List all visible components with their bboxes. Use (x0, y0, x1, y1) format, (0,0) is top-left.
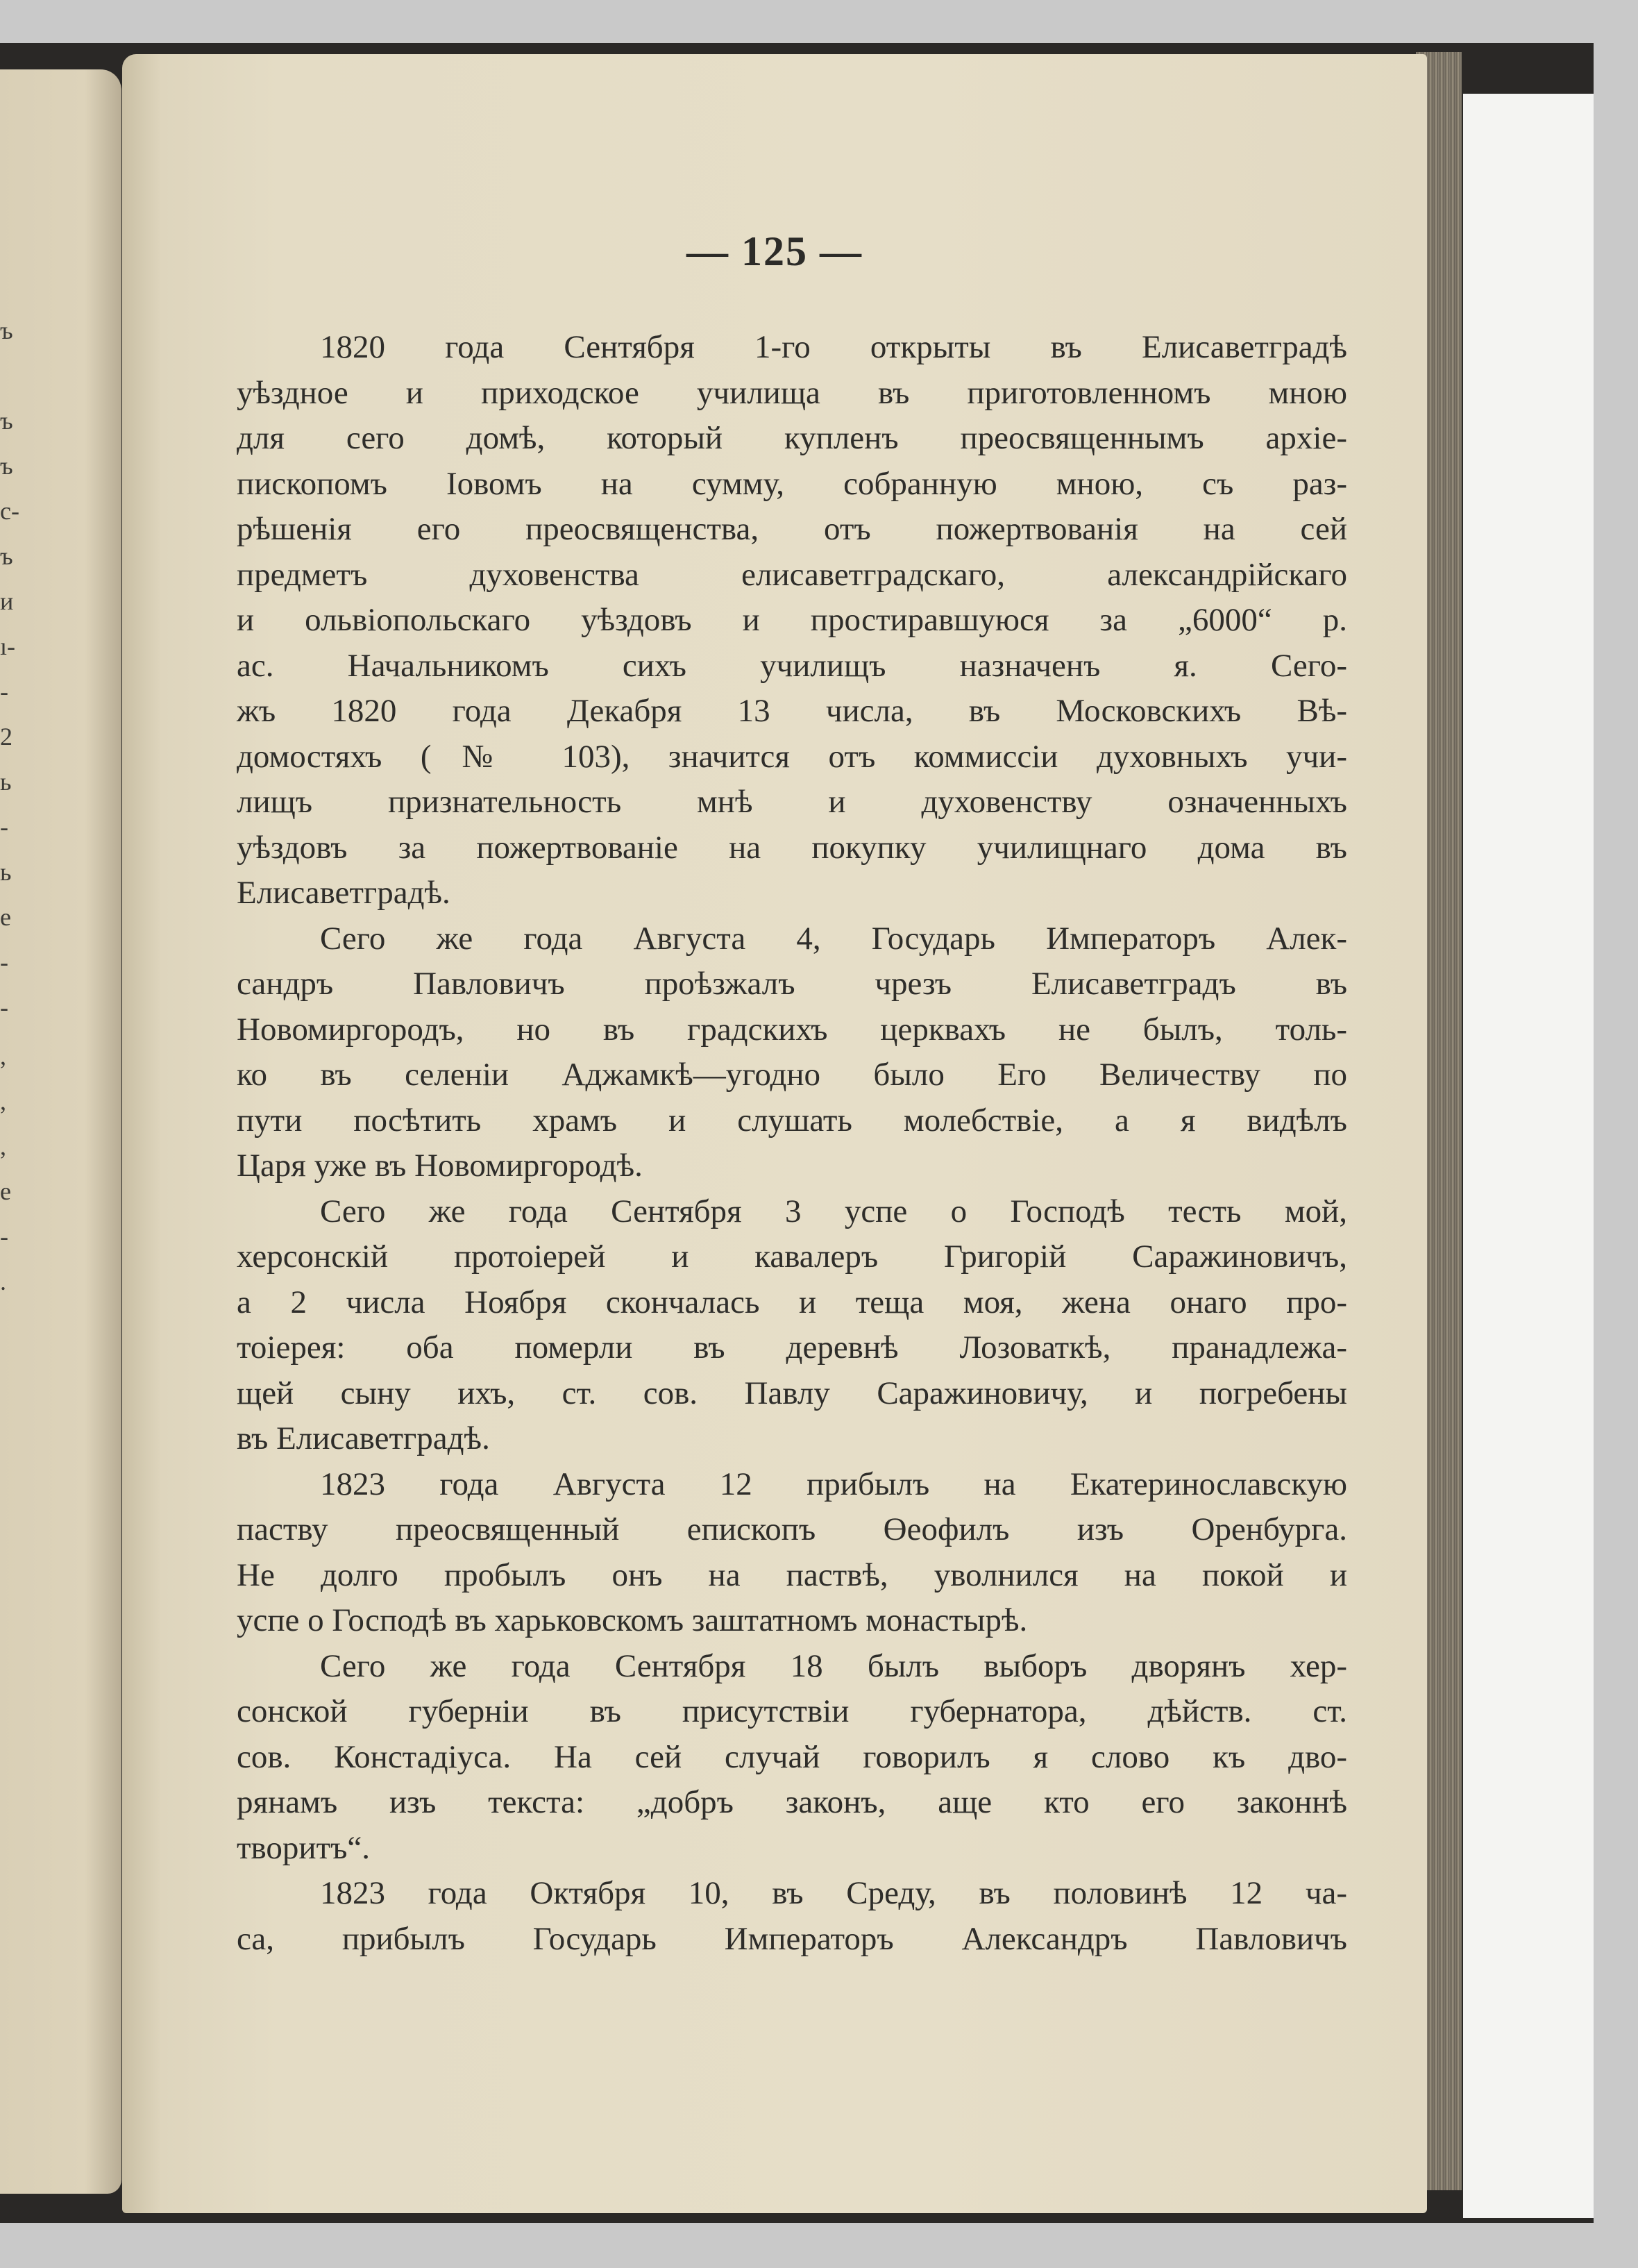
left-page-char: , (0, 1087, 6, 1115)
left-page-char: - (0, 813, 8, 841)
text-line: домостяхъ (№ 103), значится отъ коммиссіи духовныхъ учи- (237, 738, 1347, 775)
text-line: ас. Начальникомъ сихъ училищъ назначенъ я. Сего- (237, 647, 1347, 684)
left-page-char: ı- (0, 632, 15, 660)
left-page-char: - (0, 993, 8, 1021)
text-line: и ольвіопольскаго уѣздовъ и простиравшуюся за „6000“ р. (237, 602, 1347, 638)
text-line: уѣздовъ за пожертвованіе на покупку училищнаго дома въ (237, 829, 1347, 866)
left-page-char: 2 (0, 723, 12, 750)
text-line: 1820 года Сентября 1-го открыты въ Елисаветградѣ (320, 329, 1347, 365)
text-line: сонской губерніи въ присутствіи губернатора, дѣйств. ст. (237, 1693, 1347, 1729)
left-page-char: ь (0, 858, 12, 886)
text-line: ко въ селеніи Аджамкѣ—угодно было Его Величеству по (237, 1057, 1347, 1093)
left-page-char: е (0, 903, 11, 931)
left-page-fragment (0, 69, 121, 2194)
left-page-char: ь (0, 768, 12, 796)
scan-white-margin (1463, 94, 1594, 2218)
left-page-char: ъ (0, 452, 13, 480)
text-line: пископомъ Іовомъ на сумму, собранную мною, съ раз- (237, 465, 1347, 502)
text-line: щей сыну ихъ, ст. сов. Павлу Саражиновичу, и погребены (237, 1375, 1347, 1411)
text-line: Сего же года Сентября 18 былъ выборъ дворянъ хер- (320, 1647, 1347, 1684)
page-number: — 125 — (686, 228, 863, 274)
text-line: Сего же года Сентября 3 успе о Господѣ тесть мой, (320, 1193, 1347, 1229)
text-line: пути посѣтить храмъ и слушать молебствіе, а я видѣлъ (237, 1102, 1347, 1139)
text-line: рянамъ изъ текста: „добръ законъ, аще кто его законнѣ (237, 1784, 1347, 1820)
text-line: 1823 года Октября 10, въ Среду, въ половинѣ 12 ча- (320, 1875, 1347, 1911)
text-line: Царя уже въ Новомиргородѣ. (237, 1148, 643, 1184)
book-page (122, 54, 1427, 2213)
text-line: рѣшенія его преосвященства, отъ пожертвованія на сей (237, 511, 1347, 547)
left-page-char: с- (0, 497, 19, 525)
text-line: Не долго пробылъ онъ на паствѣ, уволнился на покой и (237, 1556, 1347, 1593)
text-line: лищъ признательность мнѣ и духовенству означенныхъ (237, 784, 1347, 820)
left-page-char: - (0, 948, 8, 976)
text-line: сандръ Павловичъ проѣзжалъ чрезъ Елисаветградъ въ (237, 966, 1347, 1002)
left-page-char: е (0, 1177, 11, 1205)
text-line: а 2 числа Ноября скончалась и теща моя, жена онаго про- (237, 1284, 1347, 1320)
left-page-char: - (0, 678, 8, 705)
left-page-char: и (0, 587, 14, 615)
text-line: паству преосвященный епископъ Өеофилъ изъ Оренбурга. (237, 1511, 1347, 1547)
page-text (237, 325, 1347, 1962)
text-line: сов. Констадіуса. На сей случай говорилъ я слово къ дво- (237, 1738, 1347, 1775)
text-line: тоіерея: оба померли въ деревнѣ Лозоваткѣ, пранадлежа- (237, 1329, 1347, 1366)
text-line: въ Елисаветградѣ. (237, 1420, 490, 1456)
text-line: творитъ“. (237, 1829, 371, 1866)
left-page-char: , (0, 1042, 6, 1070)
left-page-char: ъ (0, 407, 13, 435)
left-page-char: , (0, 1132, 6, 1160)
left-page-char: ъ (0, 542, 13, 570)
text-line: успе о Господѣ въ харьковскомъ заштатномъ монастырѣ. (237, 1602, 1028, 1638)
text-line: Новомиргородъ, но въ градскихъ церквахъ не былъ, толь- (237, 1011, 1347, 1048)
text-line: 1823 года Августа 12 прибылъ на Екатеринославскую (320, 1465, 1347, 1502)
text-line: уѣздное и приходское училища въ приготовленномъ мною (237, 374, 1347, 411)
text-line: жъ 1820 года Декабря 13 числа, въ Московскихъ Вѣ- (237, 693, 1347, 729)
text-line: Сего же года Августа 4, Государь Императоръ Алек- (320, 920, 1347, 957)
text-line: Елисаветградѣ. (237, 875, 450, 911)
text-line: для сего домѣ, который купленъ преосвященнымъ архіе- (237, 420, 1347, 456)
text-line: са, прибылъ Государь Императоръ Александръ Павловичъ (237, 1920, 1347, 1957)
text-line: предметъ духовенства елисаветградскаго, александрійскаго (237, 556, 1347, 593)
left-page-char: ъ (0, 317, 13, 344)
left-page-char: . (0, 1268, 6, 1295)
left-page-char: - (0, 1223, 8, 1250)
text-line: херсонскій протоіерей и кавалеръ Григорій Саражиновичъ, (237, 1238, 1347, 1275)
